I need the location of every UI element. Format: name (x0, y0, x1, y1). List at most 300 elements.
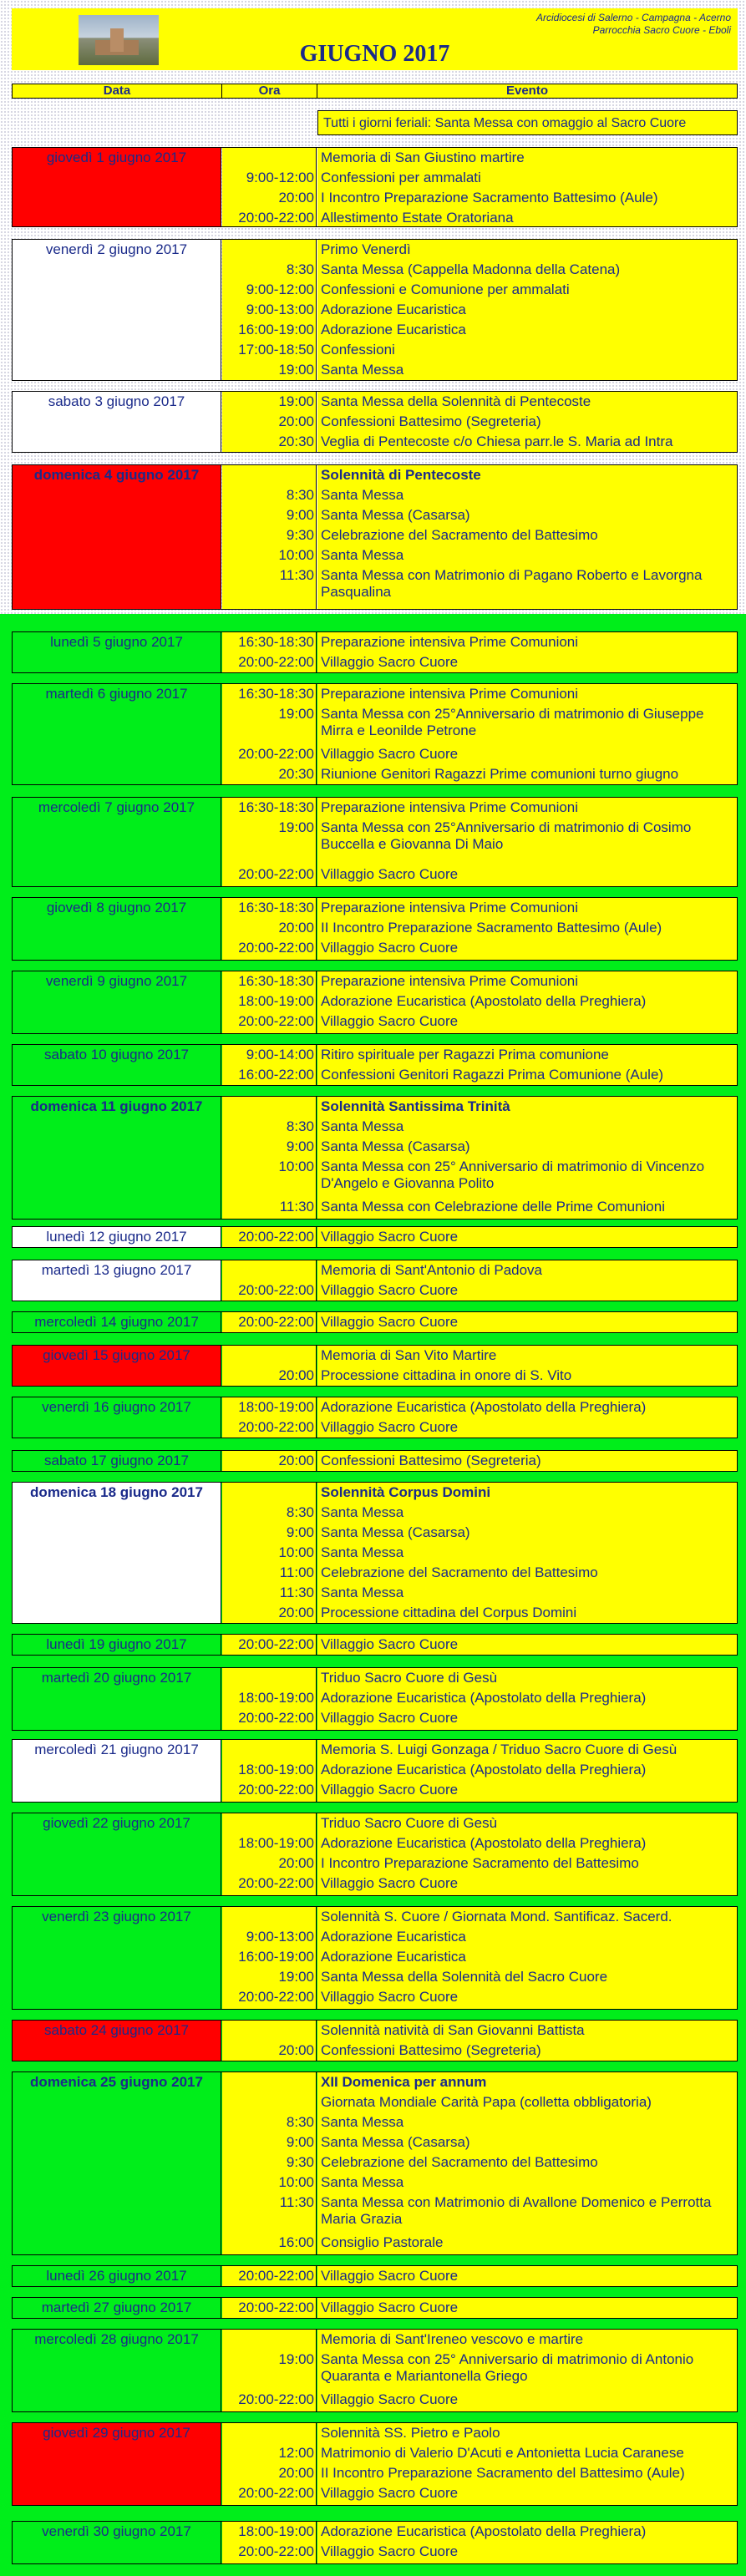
event-time: 10:00 (278, 547, 314, 563)
event-time: 9:00-14:00 (246, 1047, 314, 1062)
event-text: Villaggio Sacro Cuore (321, 1314, 459, 1330)
day-row (12, 1345, 738, 1387)
column-header-evento: Evento (505, 84, 548, 98)
day-events (317, 1346, 737, 1386)
event-text: Santa Messa con Matrimonio di Avallone Domenico e Perrotta Maria Grazia (321, 2194, 712, 2227)
day-times (222, 971, 317, 1033)
event-time: 20:00 (278, 1855, 314, 1871)
event-text: Santa Messa con Matrimonio di Pagano Roberto e Lavorgna Pasqualina (321, 567, 703, 600)
event-text: Memoria di Sant'Ireneo vescovo e martire (321, 2331, 584, 2347)
event-text: Preparazione intensiva Prime Comunioni (321, 634, 579, 650)
event-text: Santa Messa (Casarsa) (321, 507, 470, 523)
day-row (12, 897, 738, 961)
day-date: lunedì 19 giugno 2017 (13, 1635, 221, 1655)
day-row (12, 683, 738, 785)
event-text: Solennità di Pentecoste (321, 467, 481, 483)
event-time: 16:30-18:30 (238, 799, 314, 815)
day-events (317, 684, 737, 784)
event-time: 16:00-22:00 (238, 1067, 314, 1083)
event-time: 20:00 (278, 2042, 314, 2058)
day-date: domenica 25 giugno 2017 (13, 2072, 221, 2254)
event-time: 10:00 (278, 2174, 314, 2190)
event-text: Solennità natività di San Giovanni Battista (321, 2022, 585, 2038)
day-events (317, 392, 737, 452)
day-times (222, 1907, 317, 2009)
event-text: XII Domenica per annum (321, 2074, 487, 2090)
day-events (317, 2298, 737, 2318)
event-text: Confessioni (321, 342, 395, 357)
day-date: venerdì 9 giugno 2017 (13, 971, 221, 1033)
day-row (12, 1634, 738, 1656)
event-time: 20:00 (278, 1453, 314, 1468)
day-row (12, 2329, 738, 2412)
day-row (12, 1397, 738, 1438)
event-time: 19:00 (278, 362, 314, 378)
event-time: 16:00-19:00 (238, 322, 314, 337)
day-row (12, 1667, 738, 1731)
event-text: Villaggio Sacro Cuore (321, 1229, 459, 1245)
event-time: 19:00 (278, 393, 314, 409)
event-text: Villaggio Sacro Cuore (321, 2300, 459, 2315)
day-times (222, 240, 317, 380)
event-time: 11:30 (279, 2194, 314, 2210)
event-text: Adorazione Eucaristica (Apostolato della Preghiera) (321, 1690, 647, 1706)
day-row (12, 2297, 738, 2319)
event-text: Confessioni Battesimo (Segreteria) (321, 1453, 541, 1468)
page-title: GIUGNO 2017 (299, 41, 450, 67)
day-events (317, 971, 737, 1033)
event-time: 9:00 (286, 507, 314, 523)
event-time: 11:30 (279, 567, 314, 583)
day-times (222, 2330, 317, 2411)
event-text: Santa Messa (Casarsa) (321, 2134, 470, 2150)
event-text: Veglia di Pentecoste c/o Chiesa parr.le S. Maria ad Intra (321, 434, 673, 449)
day-row (12, 2020, 738, 2061)
event-text: Confessioni e Comunione per ammalati (321, 281, 570, 297)
event-time: 16:30-18:30 (238, 973, 314, 989)
diocese-line: Arcidiocesi di Salerno - Campagna - Acerno (536, 12, 731, 23)
day-row (12, 1260, 738, 1301)
event-text: Solennità Corpus Domini (321, 1484, 491, 1500)
event-text: Villaggio Sacro Cuore (321, 1282, 459, 1298)
event-time: 20:00 (278, 1367, 314, 1383)
event-text: Solennità Santissima Trinità (321, 1098, 510, 1114)
table-header (12, 84, 738, 99)
event-text: Allestimento Estate Oratoriana (321, 210, 514, 226)
event-text: Villaggio Sacro Cuore (321, 1710, 459, 1726)
day-times (222, 1451, 317, 1471)
day-events (317, 240, 737, 380)
event-text: Santa Messa (Casarsa) (321, 1524, 470, 1540)
day-row (12, 1311, 738, 1333)
event-time: 20:00-22:00 (238, 1989, 314, 2005)
day-events (317, 1907, 737, 2009)
event-time: 20:00-22:00 (238, 2300, 314, 2315)
day-events (317, 148, 737, 226)
day-events (317, 1312, 737, 1332)
event-time: 8:30 (286, 261, 314, 277)
day-row (12, 2422, 738, 2506)
event-text: Santa Messa con 25° Anniversario di matrimonio di Vincenzo D'Angelo e Giovanna Polito (321, 1159, 705, 1191)
event-text: Villaggio Sacro Cuore (321, 2543, 459, 2559)
event-time: 20:00 (278, 2465, 314, 2481)
day-row (12, 631, 738, 673)
day-row (12, 1096, 738, 1220)
event-time: 20:00-22:00 (238, 2543, 314, 2559)
event-text: Villaggio Sacro Cuore (321, 2485, 459, 2501)
event-time: 19:00 (278, 706, 314, 722)
day-events (317, 1045, 737, 1085)
day-times (222, 2298, 317, 2318)
event-text: Solennità S. Cuore / Giornata Mond. Santificaz. Sacerd. (321, 1909, 672, 1924)
day-events (317, 1097, 737, 1219)
day-date: sabato 24 giugno 2017 (13, 2021, 221, 2061)
event-text: Memoria S. Luigi Gonzaga / Triduo Sacro Cuore di Gesù (321, 1742, 677, 1757)
day-row (12, 1739, 738, 1803)
day-events (317, 1668, 737, 1730)
event-text: Santa Messa con 25°Anniversario di matrimonio di Giuseppe Mirra e Leonilde Petrone (321, 706, 704, 738)
event-text: Santa Messa (321, 1504, 404, 1520)
day-date: martedì 20 giugno 2017 (13, 1668, 221, 1730)
event-time: 8:30 (286, 1118, 314, 1134)
event-text: Riunione Genitori Ragazzi Prime comunioni turno giugno (321, 766, 679, 782)
event-time: 20:00 (278, 413, 314, 429)
day-date: lunedì 5 giugno 2017 (13, 632, 221, 672)
day-row (12, 2521, 738, 2564)
event-text: Adorazione Eucaristica (321, 1949, 466, 1965)
event-time: 18:00-19:00 (238, 993, 314, 1009)
day-date: venerdì 16 giugno 2017 (13, 1397, 221, 1438)
event-time: 20:00-22:00 (238, 1875, 314, 1891)
day-times (222, 898, 317, 960)
event-text: Celebrazione del Sacramento del Battesimo (321, 2154, 598, 2170)
event-text: Santa Messa (321, 1544, 404, 1560)
day-events (317, 632, 737, 672)
day-events (317, 2330, 737, 2411)
event-time: 9:00-12:00 (246, 281, 314, 297)
day-date: mercoledì 7 giugno 2017 (13, 798, 221, 886)
event-time: 18:00-19:00 (238, 1835, 314, 1851)
event-text: Santa Messa della Solennità di Pentecoste (321, 393, 591, 409)
event-time: 20:00-22:00 (238, 746, 314, 762)
event-time: 16:00 (278, 2234, 314, 2250)
day-date: martedì 27 giugno 2017 (13, 2298, 221, 2318)
event-text: Preparazione intensiva Prime Comunioni (321, 900, 579, 915)
day-date: giovedì 1 giugno 2017 (13, 148, 221, 226)
day-times (222, 684, 317, 784)
event-time: 20:00-22:00 (238, 866, 314, 882)
event-time: 20:00-22:00 (238, 2485, 314, 2501)
event-text: Adorazione Eucaristica (Apostolato della Preghiera) (321, 1762, 647, 1777)
day-times (222, 1260, 317, 1301)
day-times (222, 1635, 317, 1655)
event-text: Solennità SS. Pietro e Paolo (321, 2425, 500, 2441)
event-text: Santa Messa (321, 487, 404, 503)
event-text: Primo Venerdì (321, 241, 411, 257)
day-events (317, 2021, 737, 2061)
day-events (317, 798, 737, 886)
day-times (222, 1668, 317, 1730)
event-time: 17:00-18:50 (238, 342, 314, 357)
event-text: Villaggio Sacro Cuore (321, 1419, 459, 1435)
diocese-text (380, 12, 731, 37)
day-row (12, 1906, 738, 2010)
event-text: Adorazione Eucaristica (321, 322, 466, 337)
event-text: Santa Messa (321, 1585, 404, 1600)
event-time: 20:00-22:00 (238, 210, 314, 226)
day-events (317, 1740, 737, 1802)
event-time: 16:30-18:30 (238, 686, 314, 702)
event-time: 20:00 (278, 1605, 314, 1620)
event-text: Villaggio Sacro Cuore (321, 1782, 459, 1798)
day-row (12, 1482, 738, 1624)
weekday-note: Tutti i giorni feriali: Santa Messa con omaggio al Sacro Cuore (317, 110, 738, 135)
day-date: domenica 4 giugno 2017 (13, 465, 221, 609)
day-events (317, 2522, 737, 2563)
event-time: 19:00 (278, 819, 314, 835)
event-text: Villaggio Sacro Cuore (321, 2391, 459, 2407)
event-time: 20:00-22:00 (238, 1013, 314, 1029)
day-events (317, 465, 737, 609)
day-row (12, 797, 738, 887)
event-time: 9:00 (286, 1138, 314, 1154)
event-text: Processione cittadina in onore di S. Vito (321, 1367, 572, 1383)
event-text: Confessioni per ammalati (321, 170, 481, 185)
event-time: 20:00-22:00 (238, 2391, 314, 2407)
event-text: Villaggio Sacro Cuore (321, 1636, 459, 1652)
event-text: Santa Messa (321, 1118, 404, 1134)
event-time: 20:00-22:00 (238, 1782, 314, 1798)
event-time: 18:00-19:00 (238, 1399, 314, 1415)
day-times (222, 465, 317, 609)
day-date: mercoledì 21 giugno 2017 (13, 1740, 221, 1802)
day-row (12, 391, 738, 453)
event-text: Preparazione intensiva Prime Comunioni (321, 799, 579, 815)
event-time: 9:00-13:00 (246, 302, 314, 317)
column-header-ora: Ora (222, 84, 317, 98)
day-date: venerdì 23 giugno 2017 (13, 1907, 221, 2009)
day-times (222, 1740, 317, 1802)
event-time: 20:00 (278, 920, 314, 936)
day-row (12, 1044, 738, 1086)
event-time: 20:00-22:00 (238, 1314, 314, 1330)
event-time: 16:00-19:00 (238, 1949, 314, 1965)
day-date: martedì 6 giugno 2017 (13, 684, 221, 784)
event-text: Adorazione Eucaristica (Apostolato della Preghiera) (321, 1835, 647, 1851)
day-times (222, 2072, 317, 2254)
event-text: Adorazione Eucaristica (Apostolato della Preghiera) (321, 2523, 647, 2539)
event-text: Santa Messa (321, 2174, 404, 2190)
event-time: 20:00-22:00 (238, 1419, 314, 1435)
event-text: Triduo Sacro Cuore di Gesù (321, 1815, 498, 1831)
event-time: 20:00-22:00 (238, 1636, 314, 1652)
day-events (317, 2072, 737, 2254)
event-time: 20:00 (278, 190, 314, 205)
event-text: Processione cittadina del Corpus Domini (321, 1605, 577, 1620)
day-date: giovedì 29 giugno 2017 (13, 2423, 221, 2505)
day-row (12, 2265, 738, 2287)
event-text: Confessioni Genitori Ragazzi Prima Comunione (Aule) (321, 1067, 664, 1083)
event-time: 8:30 (286, 1504, 314, 1520)
day-times (222, 2266, 317, 2286)
event-text: Memoria di Sant'Antonio di Padova (321, 1262, 543, 1278)
event-text: I Incontro Preparazione Sacramento del Battesimo (321, 1855, 639, 1871)
event-time: 12:00 (278, 2445, 314, 2461)
event-text: Adorazione Eucaristica (321, 302, 466, 317)
day-events (317, 1451, 737, 1471)
event-text: Villaggio Sacro Cuore (321, 940, 459, 956)
event-time: 18:00-19:00 (238, 1762, 314, 1777)
event-time: 10:00 (278, 1159, 314, 1174)
event-time: 20:00-22:00 (238, 940, 314, 956)
event-time: 20:00-22:00 (238, 1710, 314, 1726)
day-date: sabato 17 giugno 2017 (13, 1451, 221, 1471)
day-events (317, 2266, 737, 2286)
event-time: 20:30 (278, 766, 314, 782)
day-row (12, 239, 738, 381)
event-text: Confessioni Battesimo (Segreteria) (321, 413, 541, 429)
day-events (317, 1260, 737, 1301)
parish-line: Parrocchia Sacro Cuore - Eboli (592, 24, 731, 36)
day-times (222, 632, 317, 672)
event-time: 11:30 (279, 1199, 314, 1214)
event-text: Villaggio Sacro Cuore (321, 1013, 459, 1029)
day-times (222, 1312, 317, 1332)
day-events (317, 1397, 737, 1438)
day-times (222, 1397, 317, 1438)
day-date: lunedì 26 giugno 2017 (13, 2266, 221, 2286)
event-text: Adorazione Eucaristica (Apostolato della Preghiera) (321, 993, 647, 1009)
event-text: Villaggio Sacro Cuore (321, 1989, 459, 2005)
day-events (317, 2423, 737, 2505)
event-time: 20:00-22:00 (238, 1282, 314, 1298)
column-header-data: Data (13, 84, 222, 98)
event-text: Villaggio Sacro Cuore (321, 654, 459, 670)
day-times (222, 1045, 317, 1085)
event-text: Villaggio Sacro Cuore (321, 746, 459, 762)
event-time: 18:00-19:00 (238, 1690, 314, 1706)
day-times (222, 1227, 317, 1247)
event-text: Villaggio Sacro Cuore (321, 2268, 459, 2284)
day-row (12, 147, 738, 227)
event-text: Santa Messa (321, 547, 404, 563)
event-text: I Incontro Preparazione Sacramento Battesimo (Aule) (321, 190, 658, 205)
day-events (317, 1227, 737, 1247)
day-row (12, 1226, 738, 1248)
day-date: sabato 10 giugno 2017 (13, 1045, 221, 1085)
event-time: 8:30 (286, 487, 314, 503)
day-date: sabato 3 giugno 2017 (13, 392, 221, 452)
event-text: Santa Messa della Solennità del Sacro Cuore (321, 1969, 608, 1985)
day-events (317, 898, 737, 960)
day-events (317, 1483, 737, 1623)
event-time: 20:00-22:00 (238, 654, 314, 670)
day-times (222, 392, 317, 452)
day-events (317, 1635, 737, 1655)
day-times (222, 1346, 317, 1386)
day-times (222, 1813, 317, 1895)
day-times (222, 2423, 317, 2505)
day-row (12, 464, 738, 610)
event-time: 19:00 (278, 2351, 314, 2367)
event-text: Preparazione intensiva Prime Comunioni (321, 973, 579, 989)
day-events (317, 1813, 737, 1895)
event-text: Santa Messa con Celebrazione delle Prime Comunioni (321, 1199, 665, 1214)
event-text: Villaggio Sacro Cuore (321, 866, 459, 882)
event-time: 9:00-13:00 (246, 1929, 314, 1945)
day-times (222, 2522, 317, 2563)
day-times (222, 148, 317, 226)
event-time: 20:00-22:00 (238, 2268, 314, 2284)
day-date: martedì 13 giugno 2017 (13, 1260, 221, 1301)
event-text: Memoria di San Giustino martire (321, 150, 525, 165)
day-row (12, 2071, 738, 2255)
day-date: mercoledì 28 giugno 2017 (13, 2330, 221, 2411)
day-times (222, 2021, 317, 2061)
event-text: Adorazione Eucaristica (Apostolato della Preghiera) (321, 1399, 647, 1415)
event-time: 16:30-18:30 (238, 634, 314, 650)
event-time: 9:00 (286, 1524, 314, 1540)
event-text: Adorazione Eucaristica (321, 1929, 466, 1945)
event-time: 9:30 (286, 2154, 314, 2170)
day-date: lunedì 12 giugno 2017 (13, 1227, 221, 1247)
day-times (222, 1097, 317, 1219)
day-date: domenica 11 giugno 2017 (13, 1097, 221, 1219)
event-text: Celebrazione del Sacramento del Battesimo (321, 527, 598, 543)
event-time: 8:30 (286, 2114, 314, 2130)
event-time: 20:00-22:00 (238, 1229, 314, 1245)
event-time: 16:30-18:30 (238, 900, 314, 915)
day-times (222, 798, 317, 886)
event-text: Santa Messa (Casarsa) (321, 1138, 470, 1154)
day-row (12, 1813, 738, 1896)
day-date: giovedì 22 giugno 2017 (13, 1813, 221, 1895)
event-text: Villaggio Sacro Cuore (321, 1875, 459, 1891)
event-text: Santa Messa con 25°Anniversario di matrimonio di Cosimo Buccella e Giovanna Di Maio (321, 819, 692, 852)
event-time: 11:00 (279, 1564, 314, 1580)
day-row (12, 971, 738, 1034)
day-date: domenica 18 giugno 2017 (13, 1483, 221, 1623)
event-text: II Incontro Preparazione Sacramento Battesimo (Aule) (321, 920, 662, 936)
event-text: II Incontro Preparazione Sacramento del Battesimo (Aule) (321, 2465, 685, 2481)
event-text: Triduo Sacro Cuore di Gesù (321, 1670, 498, 1686)
event-text: Memoria di San Vito Martire (321, 1347, 497, 1363)
event-time: 9:00-12:00 (246, 170, 314, 185)
event-time: 9:00 (286, 2134, 314, 2150)
event-text: Giornata Mondiale Carità Papa (colletta obbligatoria) (321, 2094, 652, 2110)
event-time: 20:30 (278, 434, 314, 449)
event-text: Confessioni Battesimo (Segreteria) (321, 2042, 541, 2058)
event-text: Matrimonio di Valerio D'Acuti e Antonietta Lucia Caranese (321, 2445, 684, 2461)
event-text: Ritiro spirituale per Ragazzi Prima comunione (321, 1047, 609, 1062)
event-text: Santa Messa (Cappella Madonna della Catena) (321, 261, 621, 277)
event-time: 9:30 (286, 527, 314, 543)
event-text: Santa Messa (321, 2114, 404, 2130)
header-banner (12, 8, 738, 70)
event-time: 18:00-19:00 (238, 2523, 314, 2539)
day-times (222, 1483, 317, 1623)
event-text: Santa Messa con 25° Anniversario di matrimonio di Antonio Quaranta e Mariantonella Griego (321, 2351, 694, 2384)
day-date: mercoledì 14 giugno 2017 (13, 1312, 221, 1332)
day-date: venerdì 30 giugno 2017 (13, 2522, 221, 2563)
day-date: venerdì 2 giugno 2017 (13, 240, 221, 380)
event-time: 10:00 (278, 1544, 314, 1560)
event-time: 19:00 (278, 1969, 314, 1985)
event-text: Consiglio Pastorale (321, 2234, 444, 2250)
day-date: giovedì 8 giugno 2017 (13, 898, 221, 960)
event-text: Santa Messa (321, 362, 404, 378)
event-time: 11:30 (279, 1585, 314, 1600)
